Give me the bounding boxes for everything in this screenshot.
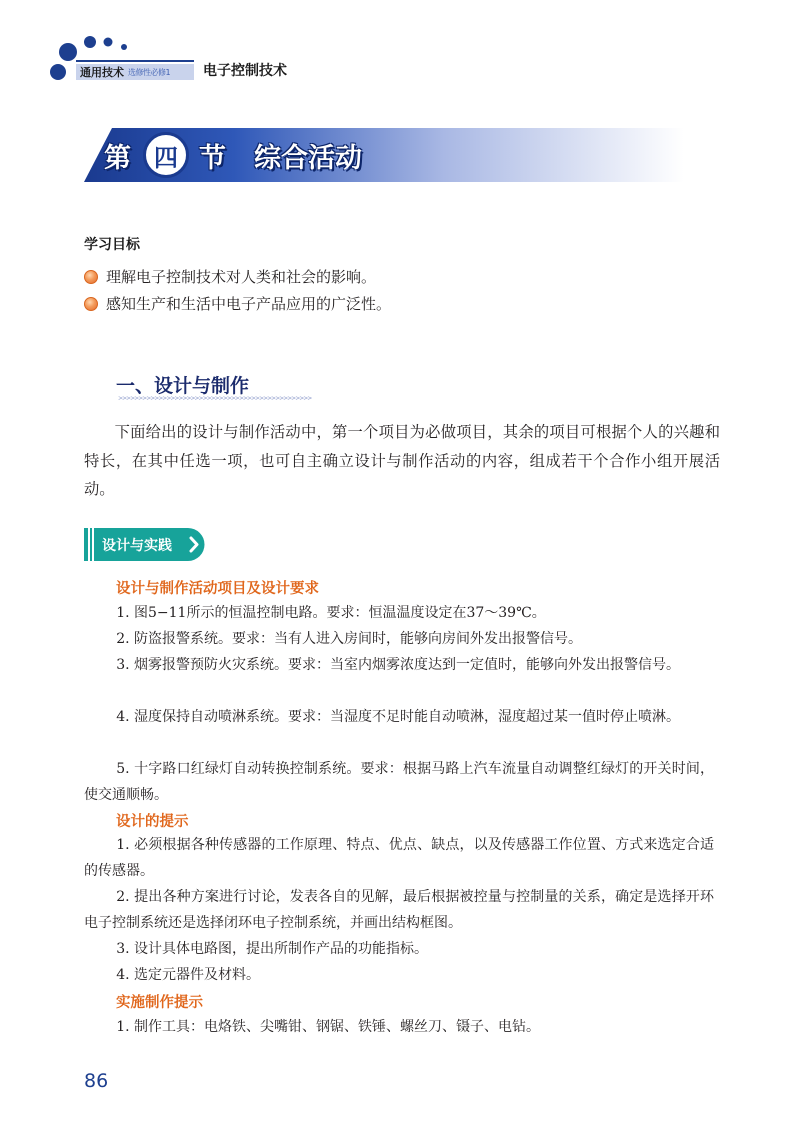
impl-item: 1. 制作工具：电烙铁、尖嘴钳、钢锯、铁锤、螺丝刀、镊子、电钻。 (116, 1019, 540, 1035)
intro-paragraph: 下面给出的设计与制作活动中，第一个项目为必做项目，其余的项目可根据个人的兴趣和特长，在其中任选一项，也可自主确立设计与制作活动的内容，组成若干个合作小组开展活动。 (84, 423, 720, 499)
goal-text: 感知生产和生活中电子产品应用的广泛性。 (106, 295, 392, 313)
orange-bullet-icon (84, 270, 98, 284)
banner-title: 综合活动 (254, 142, 362, 174)
edition-label: 选修性必修1 (128, 67, 171, 77)
goals-heading: 学习目标 (84, 237, 140, 253)
project-item: 2. 防盗报警系统。要求：当有人进入房间时，能够向房间外发出报警信号。 (116, 631, 582, 647)
page-number: 86 (84, 1070, 109, 1092)
heading-chevron-underline: >>>>>>>>>>>>>>>>>>>>>>>>>>>>>>>>>>>>>>>>>>>>>>>> (118, 395, 312, 402)
header-rule (76, 60, 194, 62)
projects-heading: 设计与制作活动项目及设计要求 (116, 581, 319, 597)
practice-label: 设计与实践 (102, 537, 172, 554)
goal-item (84, 293, 391, 314)
hints-heading: 设计的提示 (116, 814, 189, 830)
goal-item (84, 266, 376, 287)
project-item: 3. 烟雾报警预防火灾系统。要求：当室内烟雾浓度达到一定值时，能够向外发出报警信号。 (116, 657, 680, 673)
hint-item: 3. 设计具体电路图，提出所制作产品的功能指标。 (116, 941, 428, 957)
goal-text: 理解电子控制技术对人类和社会的影响。 (106, 268, 377, 286)
banner-di: 第 (104, 142, 131, 174)
project-item: 4. 湿度保持自动喷淋系统。要求：当湿度不足时能自动喷淋，湿度超过某一值时停止喷淋。 (116, 709, 680, 725)
hint-item: 4. 选定元器件及材料。 (116, 967, 260, 983)
orange-bullet-icon (84, 297, 98, 311)
impl-heading: 实施制作提示 (116, 995, 203, 1011)
section-banner (84, 128, 362, 182)
section-heading: 一、设计与制作 (116, 375, 250, 397)
banner-jie: 节 (199, 142, 226, 174)
hint-item: 2. 提出各种方案进行讨论，发表各自的见解，最后根据被控量与控制量的关系，确定是选择开环电子控制系统还是选择闭环电子控制系统，并画出结构框图。 (84, 889, 714, 931)
series-title: 通用技术 (80, 66, 124, 79)
project-item: 1. 图5−11所示的恒温控制电路。要求：恒温温度设定在37～39℃。 (116, 605, 546, 621)
hint-item: 1. 必须根据各种传感器的工作原理、特点、优点、缺点，以及传感器工作位置、方式来选定合适的传感器。 (84, 837, 714, 879)
banner-section-number: 四 (143, 132, 189, 178)
book-title: 电子控制技术 (203, 63, 287, 79)
project-item: 5. 十字路口红绿灯自动转换控制系统。要求：根据马路上汽车流量自动调整红绿灯的开关时间，使交通顺畅。 (84, 761, 714, 803)
header-series (80, 64, 170, 80)
